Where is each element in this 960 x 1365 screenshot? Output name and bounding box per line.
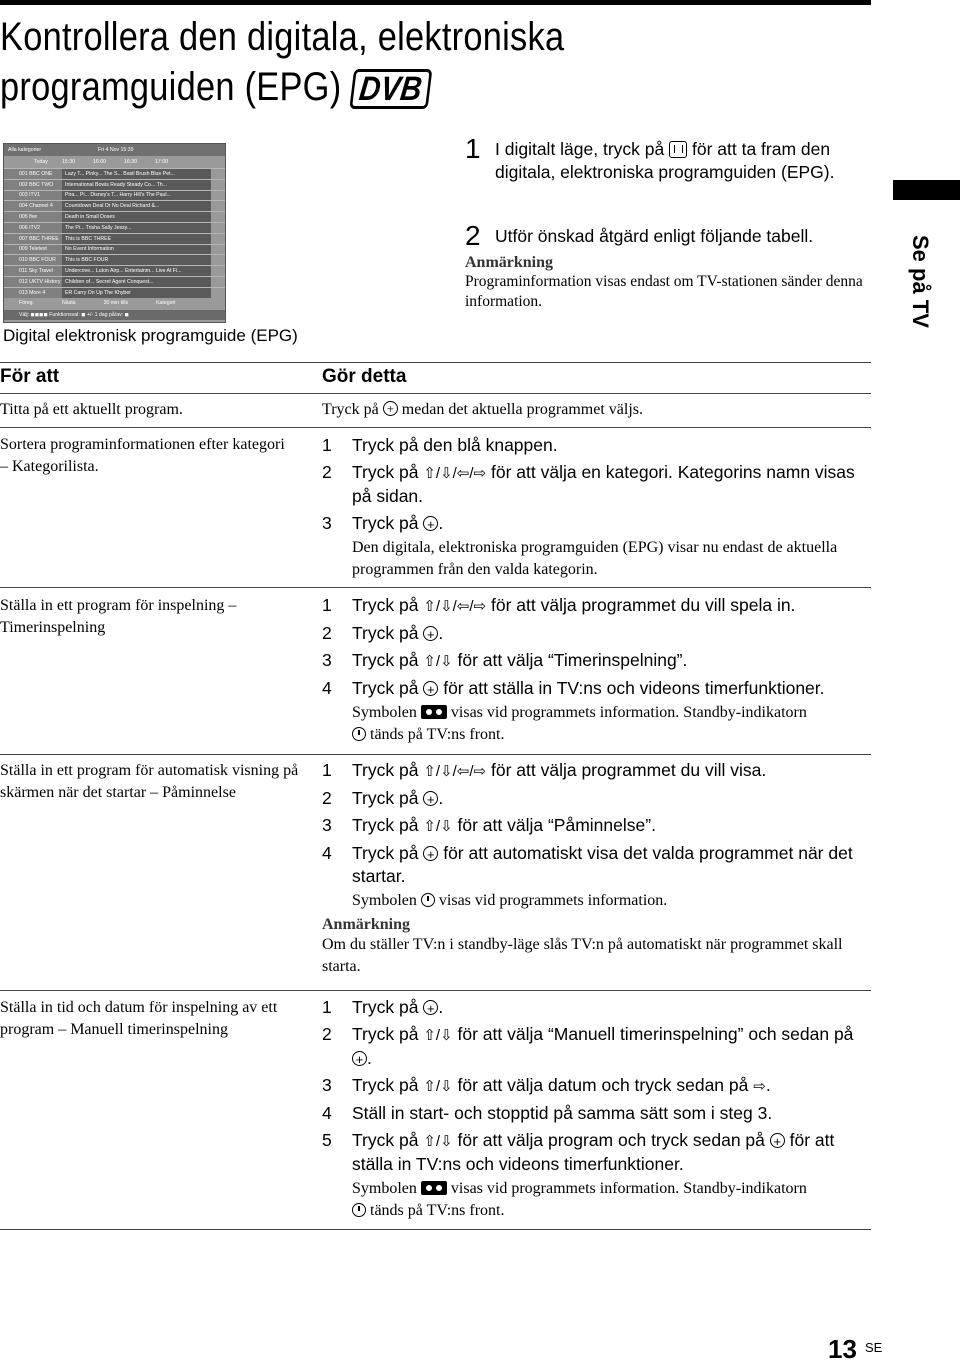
action-step: för att automatiskt visa det valda programmet när det startar. [352,843,853,886]
epg-channel-row [4,287,225,298]
epg-channel-row [4,244,225,255]
note-heading: Anmärkning [465,254,554,271]
epg-time: 15:30 [62,159,75,165]
reminder-clock-icon [421,893,435,907]
action-note: Symbolen [352,892,417,909]
epg-program: This is BBC FOUR [62,255,211,265]
video-tape-icon [421,705,447,719]
epg-bottom-bar: Välj: ◼◼◼◼ Funktionsval: ◼ +/- 1 dag på/av: ◼ [4,310,225,320]
row-action: 1 Tryck på den blå knappen. 2 Tryck på ⇧/⇩/⇦/⇨ för att välja en kategori. Kategorins namn visas på sidan. 3 Tryck på + . Den digitala, elektroniska programguiden (EPG) visar nu endast de aktuella programmen från den valda kategorin. [322,434,870,581]
epg-channel-name: 007 BBC THREE [4,234,62,244]
action-step: Tryck på [352,595,419,615]
row-task: Ställa in ett program för automatisk visning på skärmen när det startar – Påminnelse [0,762,299,801]
row-task: Ställa in ett program för inspelning – Timerinspelning [0,597,237,636]
epg-channel-row [4,265,225,276]
epg-channel-name: 001 BBC ONE [4,169,62,179]
epg-channel-name: 013 More 4 [4,288,62,298]
action-note: visas vid programmets information. Standby-indikatorn [450,1180,807,1197]
epg-channel-name: 003 ITV1 [4,191,62,201]
action-step: Tryck på [352,462,419,482]
epg-channel-name: 009 Teletext [4,245,62,255]
epg-footer-item: 30 min tills [103,299,129,306]
action-step: för att välja programmet du vill spela in. [490,595,796,615]
column-header-for-att: För att [0,366,60,387]
epg-channel-name: 012 UKTV History [4,277,62,287]
epg-times [4,156,225,168]
epg-program: Undercove... Luton Airp... Entertainm... Live At Fi... [62,266,211,276]
row-task: Sortera programinformationen efter kategori – Kategorilista. [0,436,285,475]
arrow-keys-icon: ⇧/⇩/⇦/⇨ [423,763,487,780]
row-action: 1 Tryck på + . 2 Tryck på ⇧/⇩ för att välja “Manuell timerinspelning” och sedan på +. 3 Tryck på ⇧/⇩ för att välja datum och tryck sedan på ⇨. 4 Ställ in start- och stopptid på samma sätt som i steg 3. 5 Tryck på ⇧/⇩ för att välja program och tryck sedan på + för att ställa in TV:ns och videons timerfunktioner. Symbolen visas vid programmets information. Standby-indikatorn tänds på TV:ns front. [322,996,870,1222]
action-note: visas vid programmets information. Standby-indikatorn [450,704,807,721]
epg-channel-name: 002 BBC TWO [4,180,62,190]
action-step: för att välja “Manuell timerinspelning” och sedan på [457,1024,854,1044]
table-rule [0,1229,871,1230]
ok-button-icon [383,401,398,416]
title-line-1: Kontrollera den digitala, elektroniska [0,15,565,59]
action-step: Tryck på [352,1075,419,1095]
action-step: Tryck på [352,997,419,1017]
action-step: Tryck på [352,815,419,835]
page-language-code: SE [865,1340,883,1355]
epg-channel-name: 011 Sky Travel [4,266,62,276]
epg-today: Today [34,159,48,165]
page-title [0,12,602,112]
row-action [322,399,870,421]
action-note: Symbolen [352,704,417,721]
epg-time: 16:30 [124,159,137,165]
note-text: Programinformation visas endast om TV-stationen sänder denna information. [465,273,863,310]
action-step: Tryck på [352,650,419,670]
ok-button-icon [770,1133,785,1148]
ok-button-icon [423,681,438,696]
video-tape-icon [421,1181,447,1195]
epg-time: 17:00 [155,159,168,165]
table-rule [0,427,871,428]
action-step: för att välja datum och tryck sedan på [457,1075,749,1095]
action-step: Tryck på [352,1024,419,1044]
action-step: Tryck på [352,623,419,643]
epg-program: Death in Small Doses [62,212,211,222]
title-line-2: programguiden (EPG) [0,65,342,109]
top-rule [0,0,871,5]
epg-footer-item: Nästa [62,299,76,306]
dvb-logo: DVB [349,69,432,109]
arrow-keys-icon: ⇧/⇩/⇦/⇨ [423,598,487,615]
action-step: Ställ in start- och stopptid på samma sätt som i steg 3. [352,1103,773,1123]
action-note: visas vid programmets information. [438,892,668,909]
action-step: Tryck på [352,513,419,533]
step-1-text-b: för att ta fram den digitala, elektroniska programguiden (EPG). [495,139,835,182]
sidebar-label: Se på TV [908,235,933,328]
action-step: för att välja “Påminnelse”. [457,815,656,835]
epg-program: Children of... Secret Agent Conquest... [62,277,211,287]
epg-program: The Pi... Trisha Sally Jessy... [62,223,211,233]
table-rule [0,393,871,394]
table-rule [0,362,871,363]
arrow-keys-icon: ⇧/⇩ [423,653,453,670]
row-action: 1 Tryck på ⇧/⇩/⇦/⇨ för att välja programmet du vill spela in. 2 Tryck på + . 3 Tryck på ⇧/⇩ för att välja “Timerinspelning”. 4 Tryck på + för att ställa in TV:ns och videons timerfunktioner. Symbolen visas vid programmets information. Standby-indikatorn tänds på TV:ns front. [322,594,870,746]
epg-footer-item: Föreg. [19,299,34,306]
column-header-gor-detta: Gör detta [322,366,407,387]
table-rule [0,990,871,991]
action-step: Tryck på [352,678,419,698]
action-step: Tryck på den blå knappen. [352,435,558,455]
epg-program: No Event Information [62,245,211,255]
epg-program: ER Carry On Up The Khyber [62,288,211,298]
action-step: Tryck på [352,1130,419,1150]
action-note: tänds på TV:ns front. [370,1202,505,1219]
epg-category: Alla kategorier [8,147,42,153]
epg-caption: Digital elektronisk programguide (EPG) [3,326,298,345]
epg-channel-name: 005 five [4,212,62,222]
epg-channel-row [4,233,225,244]
action-step: för att välja “Timerinspelning”. [457,650,688,670]
action-step: Tryck på [352,760,419,780]
epg-footer-item: Kategori [156,299,176,306]
table-rule [0,754,871,755]
action-step: Tryck på [352,788,419,808]
step-2 [465,220,870,251]
epg-channel-row [4,190,225,201]
ok-button-icon [423,626,438,641]
guide-button-icon [669,141,687,158]
step-number: 1 [465,133,481,164]
arrow-keys-icon: ⇧/⇩ [423,1078,453,1095]
action-step: Tryck på [352,843,419,863]
epg-program: Pira... Pi... Disney's T... Harry Hill's The Paul... [62,191,211,201]
epg-date: Fri 4 Nov 15:39 [98,147,134,153]
note-text: Om du ställer TV:n i standby-läge slås TV:n på automatiskt när programmet skall starta. [322,936,843,975]
table-rule [0,587,871,588]
action-note: Den digitala, elektroniska programguiden (EPG) visar nu endast de aktuella programmen från den valda kategorin. [352,539,838,578]
arrow-keys-icon: ⇧/⇩ [423,1133,453,1150]
action-step: för att välja program och tryck sedan på [457,1130,765,1150]
row-task: Titta på ett aktuellt program. [0,401,183,418]
row-task: Ställa in tid och datum för inspelning av ett program – Manuell timerinspelning [0,999,278,1038]
epg-channel-name: 010 BBC FOUR [4,255,62,265]
epg-program: Lazy T... Pinky... The S... Basil Brush Blue Pet... [62,169,211,179]
epg-channel-name: 006 ITV2 [4,223,62,233]
right-arrow-icon: ⇨ [753,1078,766,1095]
step-1 [465,133,870,184]
action-text: medan det aktuella programmet väljs. [401,401,643,418]
ok-button-icon [423,791,438,806]
step-1-text: I digitalt läge, tryck på [495,139,665,159]
ok-button-icon [352,1051,367,1066]
ok-button-icon [423,516,438,531]
epg-program: International Bowls Ready Steady Co... Th... [62,180,211,190]
step-2-text: Utför önskad åtgärd enligt följande tabell. [495,226,814,246]
epg-screenshot [3,143,226,323]
epg-channel-row [4,211,225,222]
action-note: tänds på TV:ns front. [370,726,505,743]
arrow-keys-icon: ⇧/⇩ [423,1027,453,1044]
epg-channel-name: 004 Channel 4 [4,201,62,211]
epg-channel-row [4,254,225,265]
action-step: för att välja programmet du vill visa. [490,760,767,780]
action-text: Tryck på [322,401,379,418]
epg-channel-row [4,179,225,190]
timer-clock-icon [352,727,366,741]
note-heading: Anmärkning [322,916,411,933]
note-block [465,254,870,312]
epg-channel-row [4,276,225,287]
step-number: 2 [465,220,481,251]
epg-time: 16:00 [93,159,106,165]
arrow-keys-icon: ⇧/⇩/⇦/⇨ [423,465,487,482]
ok-button-icon [423,846,438,861]
epg-program: This is BBC THREE [62,234,211,244]
epg-channel-row [4,200,225,211]
timer-clock-icon [352,1203,366,1217]
epg-rows [4,168,225,298]
sidebar-tab [893,180,960,200]
page-number: 13 [828,1334,857,1364]
arrow-keys-icon: ⇧/⇩ [423,818,453,835]
epg-channel-row [4,222,225,233]
ok-button-icon [423,1000,438,1015]
epg-channel-row [4,168,225,179]
action-note: Symbolen [352,1180,417,1197]
action-step: för att ställa in TV:ns och videons timerfunktioner. [352,1130,835,1174]
action-step: för att välja en kategori. Kategorins namn visas på sidan. [352,462,855,506]
action-step: för att ställa in TV:ns och videons timerfunktioner. [443,678,825,698]
epg-program: Countdown Deal Or No Deal Richard &... [62,201,211,211]
epg-footer [4,298,225,308]
row-action: 1 Tryck på ⇧/⇩/⇦/⇨ för att välja programmet du vill visa. 2 Tryck på + . 3 Tryck på ⇧/⇩ för att välja “Påminnelse”. 4 Tryck på + för att automatiskt visa det valda programmet när det startar. Symbolen visas vid programmets information. Anmärkning Om du ställer TV:n i standby-läge slås TV:n på automatiskt när programmet skall starta. [322,759,870,978]
